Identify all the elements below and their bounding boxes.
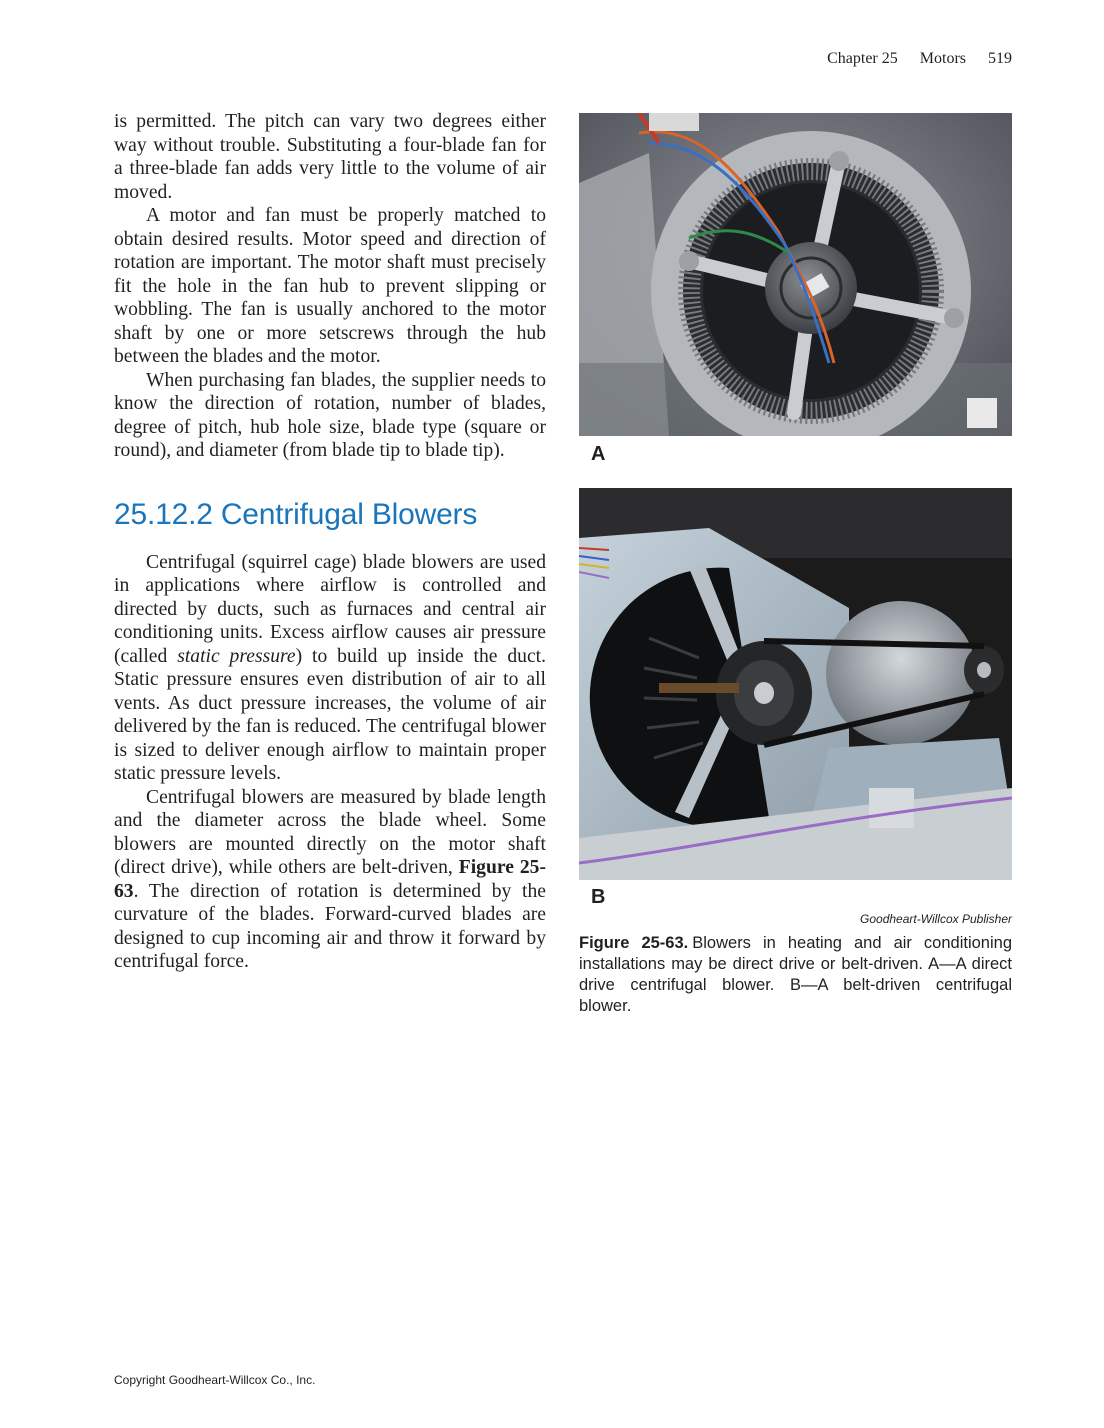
p5-text-a: Centrifugal blowers are measured by blade length and the diameter across the blade wheel. Some blowers are mounted directly on the motor shaft (direct drive), while others are belt-driven, (114, 786, 546, 878)
panel-label-a: A (591, 443, 606, 465)
p5-text-b: . The direction of rotation is determined by the curvature of the blades. Forward-curved blades are designed to cup incoming air and throw it forward by centrifugal force. (114, 880, 546, 972)
body-column (114, 110, 546, 974)
photo-credit: Goodheart-Willcox Publisher (860, 912, 1012, 926)
p4-text-a: Centrifugal (squirrel cage) blade blowers are used in applications where airflow is controlled and directed by ducts, such as furnaces and central air conditioning units. Excess airflow causes air pressure (called (114, 551, 546, 667)
direct-drive-blower-illustration (579, 113, 1012, 436)
belt-driven-blower-illustration (579, 488, 1012, 880)
section-heading: 25.12.2 Centrifugal Blowers (114, 497, 478, 531)
figure-caption (579, 933, 1012, 1017)
panel-label-b: B (591, 886, 606, 908)
photo-belt-driven-blower (579, 488, 1012, 880)
page-number: 519 (988, 50, 1012, 67)
chapter-title: Motors (919, 50, 966, 67)
chapter-number: Chapter 25 (827, 50, 898, 67)
key-term-static-pressure: static pressure (177, 645, 296, 667)
running-head (827, 50, 1012, 68)
paragraph-1: is permitted. The pitch can vary two degrees either way without trouble. Substituting a four-blade fan for a three-blade fan adds very little to the volume of air moved. (114, 111, 546, 203)
paragraph-2: A motor and fan must be properly matched to obtain desired results. Motor speed and direction of rotation are important. The motor shaft must precisely fit the hole in the fan hub to prevent slipping or wobbling. The fan is usually anchored to the motor shaft by one or more setscrews through the hub between the blades and the motor. (114, 205, 546, 367)
paragraph-5 (114, 786, 546, 974)
copyright-notice: Copyright Goodheart-Willcox Co., Inc. (114, 1373, 316, 1387)
figure-caption-text: Blowers in heating and air conditioning installations may be direct drive or belt-driven. A—A direct drive centrifugal blower. B—A belt-driven centrifugal blower. (579, 934, 1013, 1015)
figure-reference-link[interactable]: Figure 25-63 (114, 857, 546, 902)
p4-text-b: ) to build up inside the duct. Static pressure ensures even distribution of air to all vents. As duct pressure increases, the volume of air delivered by the fan is reduced. The centrifugal blower is sized to deliver enough airflow to maintain proper static pressure levels. (114, 645, 546, 784)
paragraph-3: When purchasing fan blades, the supplier needs to know the direction of rotation, number of blades, degree of pitch, hub hole size, blade type (square or round), and diameter (from blade tip to blade tip). (114, 369, 546, 461)
paragraph-4 (114, 551, 546, 786)
photo-direct-drive-blower (579, 113, 1012, 436)
figure-number: Figure 25-63. (579, 934, 689, 952)
